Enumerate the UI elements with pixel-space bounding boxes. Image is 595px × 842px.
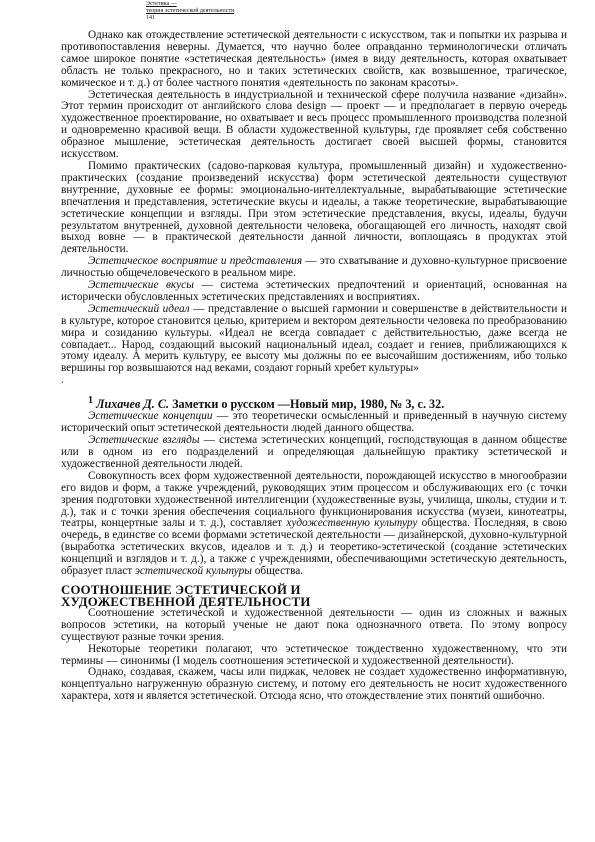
paragraph: Однако, создавая, скажем, часы или пиджак, человек не создает художественно информативную, концептуально нагруженную образную систему, и потому его деятельность не носит художественного характера, хотя и является эстетической. Отсюда ясно, что отождествление этих понятий ошибочно. xyxy=(61,666,567,703)
emphasized-term: эстетической культуры xyxy=(135,565,252,578)
defined-term: Эстетические вкусы xyxy=(88,279,194,292)
defined-term: Эстетические концепции xyxy=(88,410,213,423)
footnote-text: Заметки о русском —Новый мир, 1980, № 3, с. 32. xyxy=(169,397,445,412)
emphasized-term: художественную культуру xyxy=(286,517,418,530)
paragraph: Соотношение эстетической и художественной деятельности — один из сложных и важных вопросов эстетики, на который ученые не дают пока однозначного ответа. По этому вопросу существуют разные точки зрения. xyxy=(61,606,567,643)
page-body xyxy=(61,30,567,703)
section-heading: СООТНОШЕНИЕ ЭСТЕТИЧЕСКОЙ И ХУДОЖЕСТВЕННОЙ ДЕЯТЕЛЬНОСТИ xyxy=(61,582,311,609)
page-number: 141 xyxy=(146,15,155,21)
header-subtitle: теория эстетической деятельности xyxy=(146,8,235,14)
defined-term: Эстетическое восприятие и представления xyxy=(88,255,303,268)
footnote-author: Лихачев Д. С. xyxy=(96,397,170,412)
running-header xyxy=(146,1,234,22)
footnote xyxy=(61,394,567,411)
paragraph: Некоторые теоретики полагают, что эстетическое тождественно художественному, что эти термины — синонимы (I модель соотношения эстетической и художественной деятельности). xyxy=(61,642,567,667)
paragraph: Эстетическая деятельность в индустриальной и технической сфере получила название «дизайн». Этот термин происходит от английского слова design — проект — и предполагает в первую очередь художественное проектирование, но охватывает и весь процесс промышленного производства полезной и одновременно красивой вещи. В области художественной культуры, где проявляет себя собственно образное мышление, эстетическая деятельность достигает своей высшей формы, становится искусством. xyxy=(61,88,567,161)
paragraph: Совокупность всех форм художественной деятельности, порождающей искусство в многообразии его видов и форм, а также учреждений, руководящих этим процессом и обслуживающих его (с точки зрения подготовки художественной интеллигенции (художественные вузы, училища, школы, студии и т. д.), так и с точки зрения обеспечения социального функционирования искусства (музеи, кинотеатры, театры, концертные залы и т. д.), составляет художественную культуру общества. Последняя, в свою очередь, в единстве со всеми формами эстетической деятельности — дизайнерской, духовно-культурной (выработка эстетических вкусов, идеалов и т. д.) и теоретико-эстетической (создание эстетических концепций и взглядов и т. д.), а также с учреждениями, обеспечивающими эстетическую деятельность, образует пласт эстетической культуры общества. xyxy=(61,469,567,578)
defined-term: Эстетический идеал xyxy=(88,302,190,315)
definition-paragraph: Эстетические вкусы — система эстетических предпочтений и ориентаций, основанная на исторически обусловленных эстетических представлениях и восприятиях. xyxy=(61,279,567,303)
defined-term: Эстетические взгляды xyxy=(88,434,200,447)
stray-dot: . xyxy=(61,374,64,387)
definition-paragraph: Эстетические взгляды — система эстетических концепций, господствующая в данном обществе или в одном из его подразделений и определяющая дальнейшую практику эстетической и художественной деятельности людей. xyxy=(61,434,567,470)
definition-paragraph: Эстетические концепции — это теоретически осмысленный и приведенный в научную систему исторический опыт эстетической деятельности людей данного общества. xyxy=(61,410,567,435)
definition-paragraph: Эстетический идеал — представление о высшей гармонии и совершенстве в действительности и в культуре, которое становится целью, критерием и вектором деятельности человека по преобразованию мира и созиданию культуры. «Идеал не всегда совпадает с действительностью, даже всегда не совпадает... Народ, создающий высокий национальный идеал, создает и гениев, приближающихся к этому идеалу. А мерить культуру, ее высоту мы должны по ее высочайшим достижениям, ибо только вершины гор возвышаются над веками, создают горный хребет культуры» xyxy=(61,302,568,375)
footnote-mark: 1 xyxy=(88,395,94,407)
definition-paragraph: Эстетическое восприятие и представления — это схватывание и духовно-культурное присвоение личностью общечеловеческого в реальном мире. xyxy=(61,255,567,280)
paragraph: Однако как отождествление эстетической деятельности с искусством, так и попытки их разрыва и противопоставления неверны. Думается, что научно более оправданно терминологически отличать самое широкое понятие «эстетическая деятельность» (имея в виду деятельность, которая охватывает область не только прекрасного, но и таких эстетических свойств, как возвышенное, трагическое, комическое и т. д.) от более частного понятия «деятельность по законам красоты». xyxy=(61,29,567,89)
header-title: Эстетика — xyxy=(146,1,177,7)
paragraph: Помимо практических (садово-парковая культура, промышленный дизайн) и художественно-практических (создание произведений искусства) форм эстетической деятельности существуют внутренние, духовные ее формы: эмоционально-интеллектуальные, вырабатывающие эстетические впечатления и представления, эстетические вкусы и идеалы, а также теоретические, вырабатывающие эстетические концепции и взгляды. При этом эстетические представления, вкусы, идеалы, будучи результатом внутренней, духовной деятельности человека, обогащающей его личность, находят свой выход вовне — в практической деятельности данной личности, воплощаясь в продуктах этой деятельности. xyxy=(61,159,567,256)
